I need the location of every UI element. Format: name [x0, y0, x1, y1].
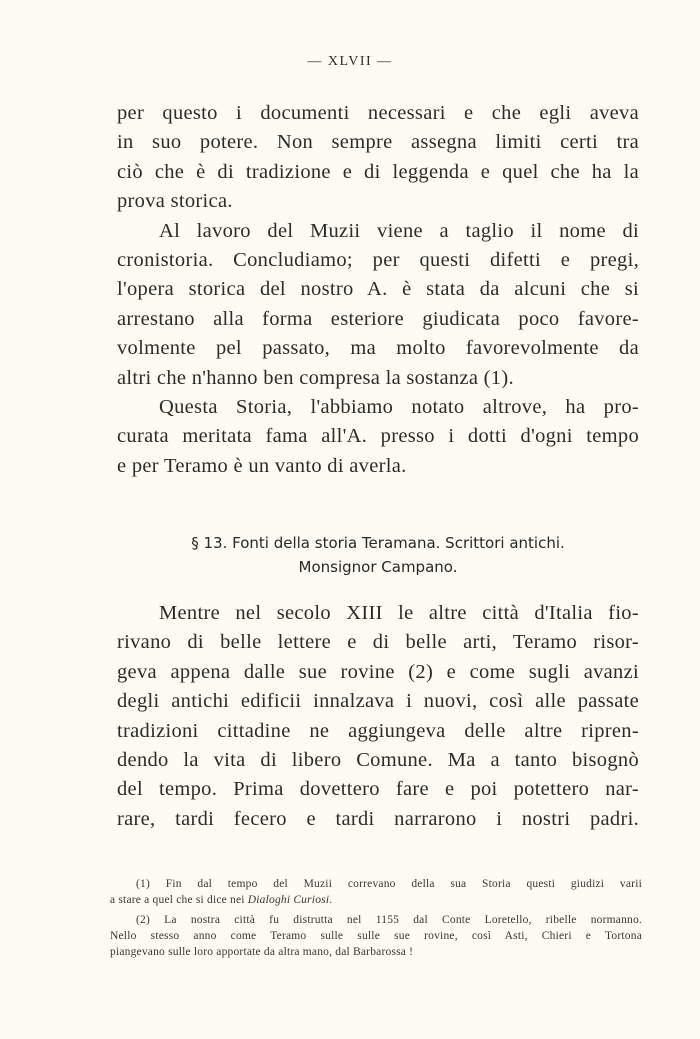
text-line: ciò che è di tradizione e di leggenda e quel che ha la	[117, 160, 639, 183]
section-subtitle: Monsignor Campano.	[298, 558, 458, 576]
cited-title: Dialoghi Curiosi	[247, 894, 330, 906]
text-line: degli antichi edificii innalzava i nuovi, così alle passate	[117, 690, 639, 713]
footnote-2-continuation: piangevano sulle loro apportate da altra mano, dal Barbarossa !	[110, 946, 414, 958]
paragraph-first-line: Al lavoro del Muzii viene a taglio il nome di	[159, 219, 639, 242]
text-line: prova storica.	[117, 190, 233, 213]
body-text-upper	[117, 99, 639, 481]
footnote-text: a stare a quel che si dice nei	[110, 894, 248, 906]
text-line: rivano di belle lettere e di belle arti, Teramo risor-	[117, 631, 639, 654]
text-line: tradizioni cittadine ne aggiungeva delle altre ripren-	[117, 719, 639, 742]
text-line: e per Teramo è un vanto di averla.	[117, 454, 407, 477]
footnote-2-continuation: Nello stesso anno come Teramo sulle sulle sue rovine, così Asti, Chieri e Tortona	[110, 930, 642, 942]
text-line: cronistoria. Concludiamo; per questi difetti e pregi,	[117, 248, 639, 271]
body-text-lower	[117, 599, 639, 834]
text-line: rare, tardi fecero e tardi narrarono i nostri padri.	[117, 807, 639, 830]
footnote-text: .	[329, 894, 333, 906]
text-line: arrestano alla forma esteriore giudicata poco favore-	[117, 307, 639, 330]
text-line: volmente pel passato, ma molto favorevolmente da	[117, 337, 639, 360]
text-line: geva appena dalle sue rovine (2) e come sugli avanzi	[117, 660, 639, 683]
paragraph-first-line: Mentre nel secolo XIII le altre città d'Italia fio-	[159, 602, 639, 624]
footnote-2: (2) La nostra città fu distrutta nel 1155 dal Conte Loretello, ribelle normanno.	[136, 914, 642, 926]
text-line: del tempo. Prima dovettero fare e poi potettero nar-	[117, 778, 639, 801]
text-line: in suo potere. Non sempre assegna limiti certi tra	[117, 131, 639, 154]
text-line: dendo la vita di libero Comune. Ma a tanto bisognò	[117, 748, 639, 771]
page-number: — XLVII —	[307, 54, 393, 69]
paragraph-first-line: Questa Storia, l'abbiamo notato altrove, ha pro-	[159, 395, 639, 418]
text-line: l'opera storica del nostro A. è stata da alcuni che si	[117, 278, 639, 301]
text-line: altri che n'hanno ben compresa la sostanza (1).	[117, 366, 514, 389]
footnote-1: (1) Fin dal tempo del Muzii correvano della sua Storia questi giudizi varii	[136, 878, 642, 890]
footnote-1-continuation	[110, 892, 642, 908]
section-title: § 13. Fonti della storia Teramana. Scrittori antichi.	[191, 534, 565, 552]
section-heading	[117, 531, 639, 579]
text-line: curata meritata fama all'A. presso i dotti d'ogni tempo	[117, 425, 639, 448]
text-line: per questo i documenti necessari e che egli aveva	[117, 102, 639, 124]
footnotes	[110, 876, 642, 960]
